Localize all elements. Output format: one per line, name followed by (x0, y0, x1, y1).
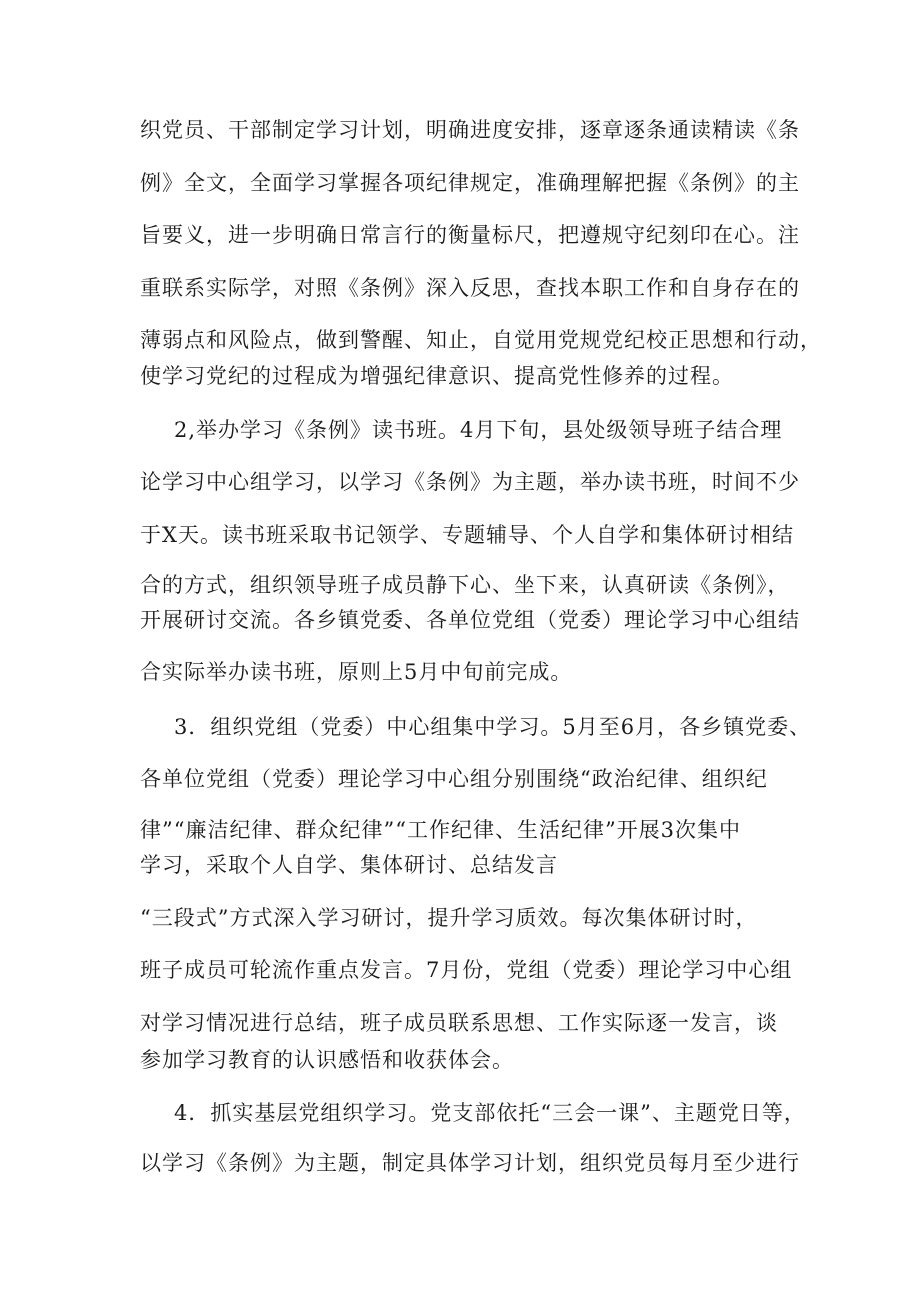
text-line: 使学习党纪的过程成为增强纪律意识、提高党性修养的过程。 (140, 364, 734, 388)
text-line: “三段式”方式深入学习研讨，提升学习质效。每次集体研讨时， (140, 906, 758, 930)
text-line: 重联系实际学，对照《条例》深入反思，查找本职工作和自身存在的 (140, 276, 800, 300)
text-line: 开展研讨交流。各乡镇党委、各单位党组（党委）理论学习中心组结 (140, 608, 800, 632)
text-line: 旨要义，进一步明确日常言行的衡量标尺，把遵规守纪刻印在心。注 (140, 223, 800, 247)
text-line: 合实际举办读书班，原则上5月中旬前完成。 (140, 660, 573, 684)
text-line: 例》全文，全面学习掌握各项纪律规定，准确理解把握《条例》的主 (140, 171, 800, 195)
text-line: 对学习情况进行总结，班子成员联系思想、工作实际逐一发言，谈 (140, 1011, 778, 1035)
text-line: 律”“廉洁纪律、群众纪律”“工作纪律、生活纪律”开展3次集中 (140, 818, 742, 842)
text-line: 班子成员可轮流作重点发言。7月份，党组（党委）理论学习中心组 (140, 958, 793, 982)
text-line: 薄弱点和风险点，做到警醒、知止，自觉用党规党纪校正思想和行动， (140, 328, 822, 352)
paragraph-first-line: 4．抓实基层党组织学习。党支部依托“三会一课”、主题党日等， (174, 1101, 806, 1125)
text-line: 参加学习教育的认识感悟和收获体会。 (140, 1048, 514, 1072)
text-line: 合的方式，组织领导班子成员静下心、坐下来，认真研读《条例》， (140, 573, 790, 597)
text-line: 各单位党组（党委）理论学习中心组分别围绕“政治纪律、组织纪 (140, 767, 768, 791)
text-line: 以学习《条例》为主题，制定具体学习计划，组织党员每月至少进行 (140, 1151, 800, 1175)
text-line: 于X天。读书班采取书记领学、专题辅导、个人自学和集体研讨相结 (140, 523, 794, 547)
text-line: 论学习中心组学习，以学习《条例》为主题，举办读书班，时间不少 (140, 470, 800, 494)
text-line: 学习，采取个人自学、集体研讨、总结发言 (140, 853, 558, 877)
paragraph-first-line: 3．组织党组（党委）中心组集中学习。5月至6月，各乡镇党委、 (174, 715, 812, 739)
text-line: 织党员、干部制定学习计划，明确进度安排，逐章逐条通读精读《条 (140, 118, 800, 142)
paragraph-first-line: 2,举办学习《条例》读书班。4月下旬，县处级领导班子结合理 (174, 418, 783, 442)
